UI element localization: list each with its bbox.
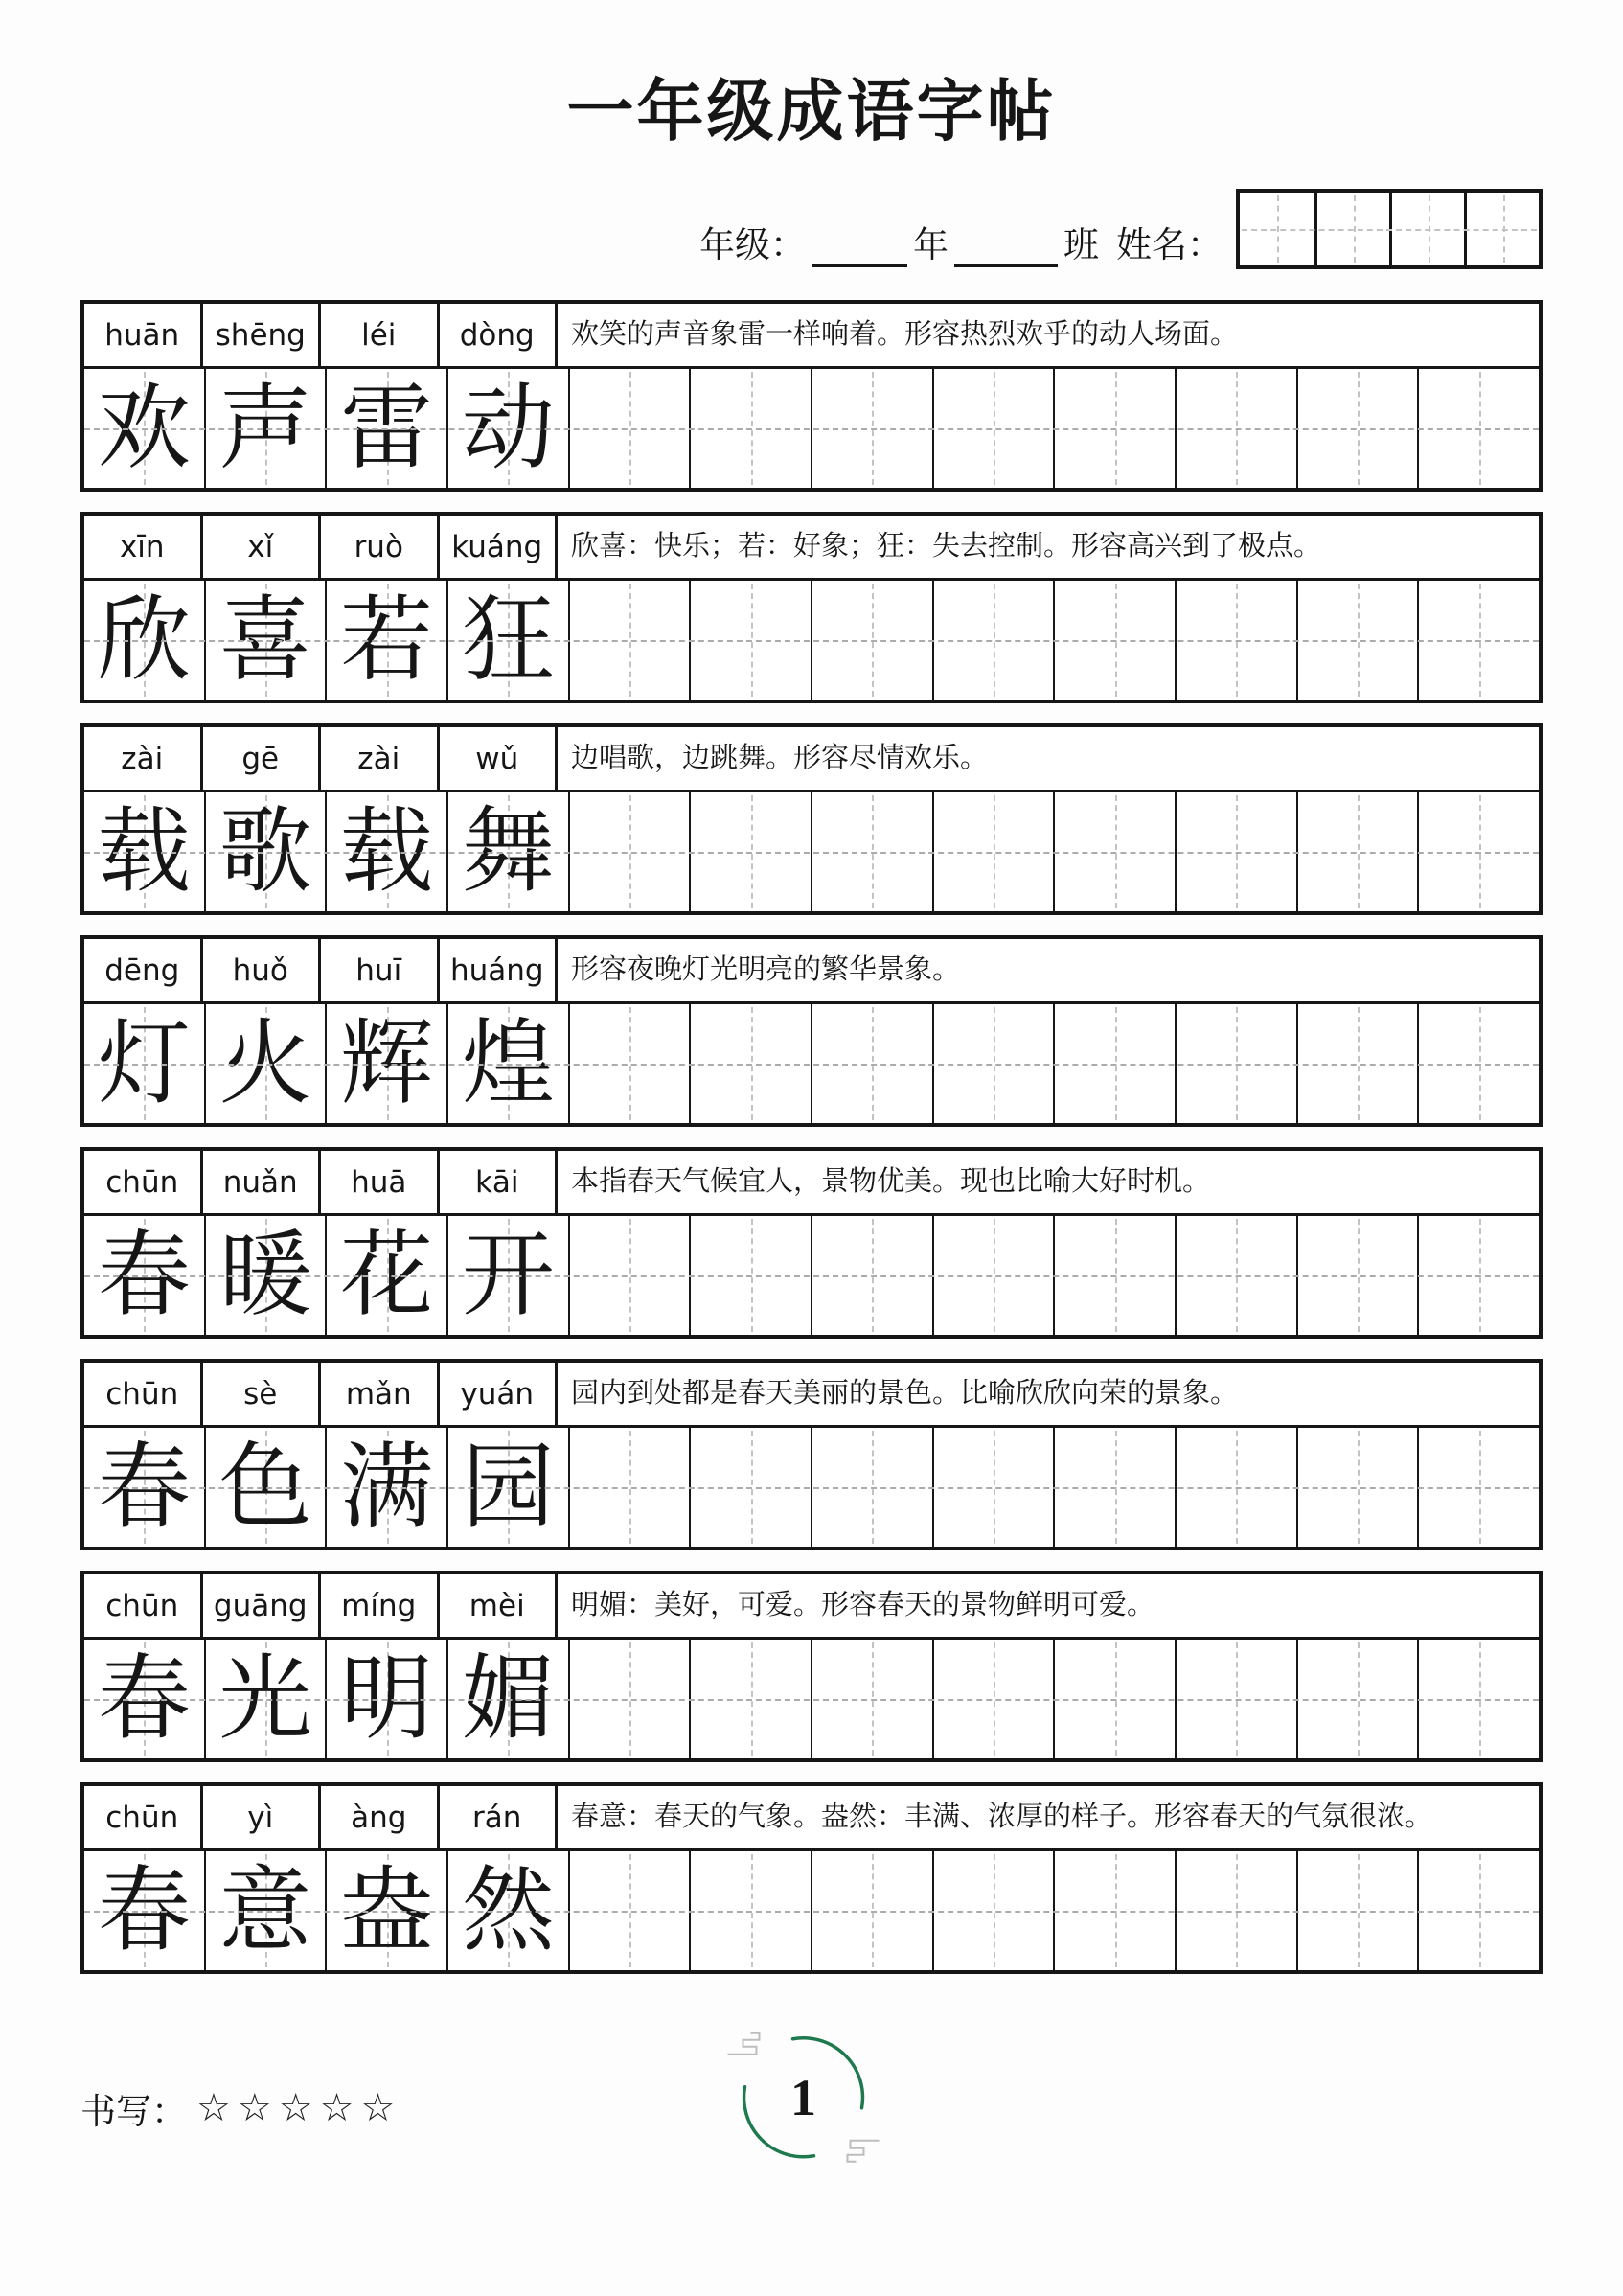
model-character: 喜	[218, 588, 312, 692]
empty-practice-cell	[1177, 1640, 1298, 1758]
model-character: 歌	[218, 800, 312, 904]
pinyin-cell: léi	[321, 304, 440, 366]
pinyin-cell: huī	[321, 939, 440, 1001]
class-label: 班	[1063, 226, 1099, 265]
model-character: 声	[218, 377, 312, 480]
empty-practice-cell	[1055, 1004, 1177, 1123]
model-character-cell	[206, 1428, 328, 1547]
grade-label: 年级：	[699, 226, 806, 265]
model-character-cell	[84, 1640, 206, 1758]
pinyin-description-row	[84, 304, 1539, 369]
model-character-cell	[327, 792, 448, 911]
pinyin-description-row	[84, 1574, 1539, 1640]
empty-practice-cell	[812, 581, 934, 700]
pinyin-cell: xīn	[84, 516, 203, 578]
model-character-cell	[448, 1428, 570, 1547]
model-character: 花	[340, 1224, 434, 1327]
pinyin-cell: huǒ	[203, 939, 322, 1001]
empty-practice-cell	[691, 1851, 812, 1970]
page-number-ornament	[722, 2016, 885, 2184]
empty-practice-cell	[1419, 369, 1539, 488]
idiom-description: 园内到处都是春天美丽的景色。比喻欣欣向荣的景象。	[571, 1377, 1239, 1409]
cloud-scroll-icon	[848, 2141, 880, 2162]
model-character: 意	[218, 1859, 312, 1963]
pinyin-cell: gē	[203, 727, 322, 790]
name-practice-cell	[1464, 193, 1539, 265]
empty-practice-cell	[1055, 1428, 1177, 1547]
pinyin-description-row	[84, 1151, 1539, 1216]
model-character-cell	[327, 1428, 448, 1547]
idiom-block	[80, 300, 1543, 492]
model-character-cell	[327, 1216, 448, 1335]
pinyin-description-row	[84, 939, 1539, 1004]
pinyin-description-row	[84, 1786, 1539, 1851]
model-character-cell	[206, 1640, 328, 1758]
pinyin-cell: yì	[203, 1786, 322, 1848]
model-character-cell	[84, 1216, 206, 1335]
empty-practice-cell	[1298, 581, 1420, 700]
model-character: 盎	[340, 1859, 434, 1963]
model-character-cell	[327, 1851, 448, 1970]
empty-practice-cell	[1055, 1216, 1177, 1335]
pinyin-cell: mèi	[440, 1574, 559, 1637]
model-character: 媚	[461, 1647, 555, 1751]
model-character-cell	[206, 1851, 328, 1970]
model-character-cell	[448, 581, 570, 700]
empty-practice-cell	[1298, 1428, 1420, 1547]
model-character: 然	[461, 1859, 555, 1963]
character-practice-row	[84, 1004, 1539, 1123]
model-character: 暖	[218, 1224, 312, 1327]
empty-practice-cell	[1298, 792, 1420, 911]
empty-practice-cell	[1177, 1428, 1298, 1547]
model-character: 雷	[340, 377, 434, 480]
idiom-blocks	[80, 300, 1543, 1974]
empty-practice-cell	[691, 1216, 812, 1335]
name-practice-cell	[1240, 193, 1314, 265]
empty-practice-cell	[570, 1851, 692, 1970]
model-character-cell	[84, 581, 206, 700]
class-blank	[954, 229, 1058, 267]
empty-practice-cell	[812, 369, 934, 488]
model-character-cell	[448, 792, 570, 911]
idiom-block	[80, 723, 1543, 915]
model-character: 开	[461, 1224, 555, 1327]
model-character: 春	[97, 1647, 191, 1751]
empty-practice-cell	[570, 581, 692, 700]
pinyin-cell: àng	[321, 1786, 440, 1848]
pinyin-cell: xǐ	[203, 516, 322, 578]
empty-practice-cell	[570, 1640, 692, 1758]
model-character-cell	[327, 1004, 448, 1123]
empty-practice-cell	[691, 1428, 812, 1547]
pinyin-cell: zài	[321, 727, 440, 790]
empty-practice-cell	[1055, 581, 1177, 700]
model-character: 春	[97, 1224, 191, 1327]
pinyin-cell: rán	[440, 1786, 559, 1848]
pinyin-cell: chūn	[84, 1363, 203, 1425]
empty-practice-cell	[812, 1851, 934, 1970]
model-character: 辉	[340, 1012, 434, 1115]
idiom-block	[80, 1359, 1543, 1550]
writing-label: 书写：	[80, 2093, 187, 2132]
idiom-description: 欣喜：快乐；若：好象；狂：失去控制。形容高兴到了极点。	[571, 530, 1322, 562]
page-footer	[80, 2022, 1543, 2194]
empty-practice-cell	[691, 1640, 812, 1758]
model-character-cell	[206, 581, 328, 700]
empty-practice-cell	[1055, 1851, 1177, 1970]
name-label: 姓名：	[1116, 226, 1223, 265]
pinyin-cell: chūn	[84, 1786, 203, 1848]
idiom-block	[80, 1571, 1543, 1762]
idiom-description: 春意：春天的气象。盎然：丰满、浓厚的样子。形容春天的气氛很浓。	[571, 1801, 1433, 1832]
star-rating-icons: ☆☆☆☆☆	[196, 2086, 402, 2130]
empty-practice-cell	[934, 1428, 1056, 1547]
model-character: 煌	[461, 1012, 555, 1115]
model-character: 狂	[461, 588, 555, 692]
empty-practice-cell	[570, 369, 692, 488]
model-character-cell	[84, 1004, 206, 1123]
character-practice-row	[84, 581, 1539, 700]
model-character: 春	[97, 1859, 191, 1963]
character-practice-row	[84, 369, 1539, 488]
empty-practice-cell	[934, 1216, 1056, 1335]
empty-practice-cell	[934, 1004, 1056, 1123]
writing-score	[80, 2082, 401, 2134]
model-character-cell	[206, 1216, 328, 1335]
empty-practice-cell	[691, 792, 812, 911]
pinyin-cell: chūn	[84, 1151, 203, 1213]
pinyin-cell: chūn	[84, 1574, 203, 1637]
idiom-description: 本指春天气候宜人，景物优美。现也比喻大好时机。	[571, 1165, 1211, 1197]
empty-practice-cell	[1177, 792, 1298, 911]
pinyin-cell: sè	[203, 1363, 322, 1425]
empty-practice-cell	[1419, 792, 1539, 911]
model-character-cell	[448, 1640, 570, 1758]
empty-practice-cell	[934, 1851, 1056, 1970]
empty-practice-cell	[1419, 581, 1539, 700]
pinyin-cell: wǔ	[440, 727, 559, 790]
empty-practice-cell	[1177, 369, 1298, 488]
pinyin-description-row	[84, 1363, 1539, 1428]
model-character-cell	[448, 1004, 570, 1123]
model-character: 火	[218, 1012, 312, 1115]
idiom-description: 欢笑的声音象雷一样响着。形容热烈欢乎的动人场面。	[571, 318, 1239, 350]
page-number: 1	[790, 2068, 816, 2126]
empty-practice-cell	[934, 1640, 1056, 1758]
idiom-description: 明媚：美好，可爱。形容春天的景物鲜明可爱。	[571, 1589, 1155, 1620]
empty-practice-cell	[570, 1428, 692, 1547]
model-character: 春	[97, 1435, 191, 1539]
character-practice-row	[84, 1428, 1539, 1547]
idiom-block	[80, 512, 1543, 703]
pinyin-cell: dēng	[84, 939, 203, 1001]
pinyin-cell: yuán	[440, 1363, 559, 1425]
year-label: 年	[913, 226, 949, 265]
empty-practice-cell	[1419, 1216, 1539, 1335]
model-character-cell	[327, 581, 448, 700]
empty-practice-cell	[812, 1004, 934, 1123]
grade-class-name-labels	[699, 216, 1223, 269]
character-practice-row	[84, 792, 1539, 911]
empty-practice-cell	[691, 1004, 812, 1123]
empty-practice-cell	[934, 369, 1056, 488]
idiom-block	[80, 1782, 1543, 1974]
model-character: 舞	[461, 800, 555, 904]
cloud-scroll-circle-icon	[722, 2016, 885, 2179]
character-practice-row	[84, 1216, 1539, 1335]
empty-practice-cell	[570, 1216, 692, 1335]
pinyin-cell: huān	[84, 304, 203, 366]
empty-practice-cell	[1055, 1640, 1177, 1758]
name-practice-cell	[1314, 193, 1389, 265]
student-info-line	[80, 187, 1543, 269]
empty-practice-cell	[1177, 1216, 1298, 1335]
model-character: 光	[218, 1647, 312, 1751]
pinyin-cell: huā	[321, 1151, 440, 1213]
empty-practice-cell	[812, 792, 934, 911]
pinyin-cell: nuǎn	[203, 1151, 322, 1213]
empty-practice-cell	[1177, 1004, 1298, 1123]
model-character-cell	[206, 369, 328, 488]
empty-practice-cell	[1419, 1851, 1539, 1970]
character-practice-row	[84, 1851, 1539, 1970]
empty-practice-cell	[1177, 1851, 1298, 1970]
model-character-cell	[206, 1004, 328, 1123]
idiom-block	[80, 935, 1543, 1127]
empty-practice-cell	[1298, 1004, 1420, 1123]
pinyin-cell: míng	[321, 1574, 440, 1637]
empty-practice-cell	[1419, 1640, 1539, 1758]
model-character-cell	[84, 1851, 206, 1970]
empty-practice-cell	[1298, 1216, 1420, 1335]
grade-blank	[812, 229, 907, 267]
empty-practice-cell	[934, 792, 1056, 911]
empty-practice-cell	[1298, 1640, 1420, 1758]
model-character-cell	[448, 1851, 570, 1970]
model-character-cell	[327, 369, 448, 488]
pinyin-cell: guāng	[203, 1574, 322, 1637]
page-title: 一年级成语字帖	[566, 76, 1057, 149]
pinyin-cell: shēng	[203, 304, 322, 366]
empty-practice-cell	[1177, 581, 1298, 700]
model-character: 欢	[97, 377, 191, 480]
empty-practice-cell	[1055, 369, 1177, 488]
model-character-cell	[206, 792, 328, 911]
model-character: 园	[461, 1435, 555, 1539]
empty-practice-cell	[691, 581, 812, 700]
empty-practice-cell	[1419, 1004, 1539, 1123]
empty-practice-cell	[812, 1216, 934, 1335]
model-character-cell	[448, 369, 570, 488]
empty-practice-cell	[570, 792, 692, 911]
empty-practice-cell	[812, 1428, 934, 1547]
model-character: 载	[340, 800, 434, 904]
empty-practice-cell	[1298, 1851, 1420, 1970]
empty-practice-cell	[1055, 792, 1177, 911]
empty-practice-cell	[934, 581, 1056, 700]
model-character: 色	[218, 1435, 312, 1539]
model-character: 载	[97, 800, 191, 904]
pinyin-cell: kuáng	[440, 516, 559, 578]
model-character-cell	[448, 1216, 570, 1335]
empty-practice-cell	[691, 369, 812, 488]
model-character: 满	[340, 1435, 434, 1539]
pinyin-cell: kāi	[440, 1151, 559, 1213]
model-character: 若	[340, 588, 434, 692]
model-character-cell	[84, 792, 206, 911]
pinyin-cell: ruò	[321, 516, 440, 578]
model-character: 动	[461, 377, 555, 480]
idiom-description: 边唱歌，边跳舞。形容尽情欢乐。	[571, 742, 989, 773]
model-character: 欣	[97, 588, 191, 692]
empty-practice-cell	[570, 1004, 692, 1123]
pinyin-cell: huáng	[440, 939, 559, 1001]
empty-practice-cell	[1298, 369, 1420, 488]
empty-practice-cell	[812, 1640, 934, 1758]
model-character-cell	[84, 1428, 206, 1547]
name-practice-cell	[1389, 193, 1464, 265]
model-character: 灯	[97, 1012, 191, 1115]
pinyin-cell: mǎn	[321, 1363, 440, 1425]
idiom-block	[80, 1147, 1543, 1339]
cloud-scroll-icon	[728, 2033, 760, 2055]
name-grid	[1236, 189, 1543, 269]
empty-practice-cell	[1419, 1428, 1539, 1547]
character-practice-row	[84, 1640, 1539, 1758]
model-character: 明	[340, 1647, 434, 1751]
model-character-cell	[84, 369, 206, 488]
idiom-description: 形容夜晚灯光明亮的繁华景象。	[571, 953, 961, 985]
pinyin-description-row	[84, 516, 1539, 581]
pinyin-cell: dòng	[440, 304, 559, 366]
pinyin-cell: zài	[84, 727, 203, 790]
model-character-cell	[327, 1640, 448, 1758]
pinyin-description-row	[84, 727, 1539, 792]
